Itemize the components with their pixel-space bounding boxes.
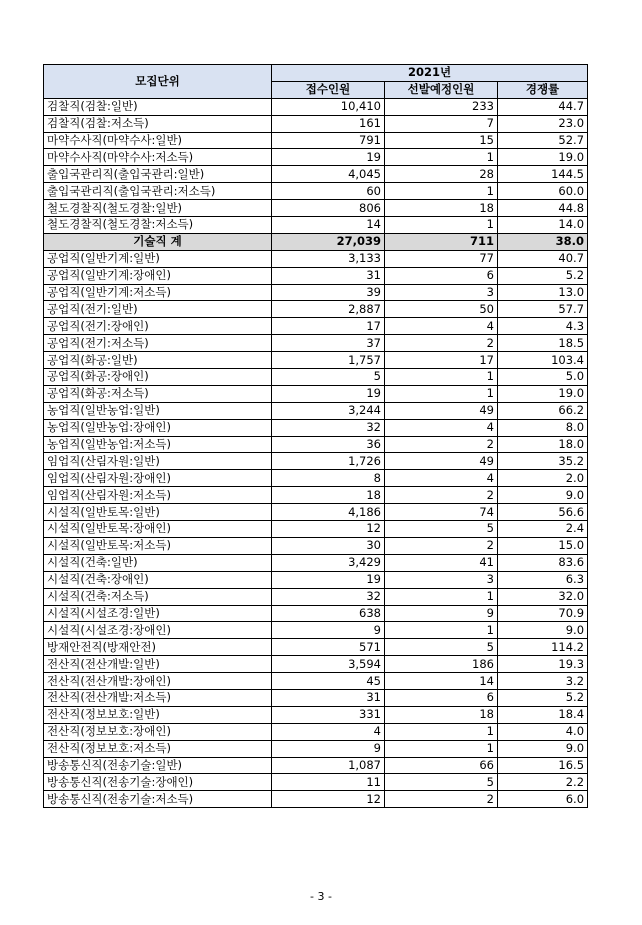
table-row	[44, 301, 588, 318]
cell-ratio: 4.0	[498, 723, 588, 740]
cell-unit: 철도경찰직(철도경찰:저소득)	[44, 217, 272, 234]
cell-planned: 1	[385, 740, 498, 757]
page-number: - 3 -	[310, 890, 332, 903]
cell-applicants: 3,429	[272, 554, 385, 571]
total-row	[44, 233, 588, 250]
table-row	[44, 774, 588, 791]
table-row	[44, 369, 588, 386]
cell-applicants: 31	[272, 267, 385, 284]
cell-applicants: 4,045	[272, 166, 385, 183]
cell-applicants: 1,087	[272, 757, 385, 774]
cell-applicants: 2,887	[272, 301, 385, 318]
cell-applicants: 4,186	[272, 504, 385, 521]
cell-applicants: 3,244	[272, 402, 385, 419]
cell-ratio: 52.7	[498, 132, 588, 149]
table-row	[44, 267, 588, 284]
cell-applicants: 60	[272, 183, 385, 200]
table-row	[44, 723, 588, 740]
cell-ratio: 5.2	[498, 689, 588, 706]
cell-ratio: 56.6	[498, 504, 588, 521]
cell-ratio: 19.0	[498, 149, 588, 166]
table-row	[44, 217, 588, 234]
table-row	[44, 352, 588, 369]
cell-applicants: 14	[272, 217, 385, 234]
cell-planned: 2	[385, 791, 498, 808]
cell-planned: 18	[385, 706, 498, 723]
cell-planned: 6	[385, 267, 498, 284]
cell-planned: 41	[385, 554, 498, 571]
cell-ratio: 38.0	[498, 233, 588, 250]
table-row	[44, 656, 588, 673]
cell-planned: 50	[385, 301, 498, 318]
header-year: 2021년	[272, 65, 588, 82]
cell-unit: 임업직(산림자원:장애인)	[44, 470, 272, 487]
cell-applicants: 3,133	[272, 250, 385, 267]
cell-unit: 방송통신직(전송기술:장애인)	[44, 774, 272, 791]
cell-unit: 시설직(시설조경:장애인)	[44, 622, 272, 639]
header-ratio: 경쟁률	[498, 81, 588, 98]
cell-planned: 1	[385, 588, 498, 605]
table-row	[44, 673, 588, 690]
cell-planned: 1	[385, 217, 498, 234]
table-row	[44, 521, 588, 538]
cell-applicants: 8	[272, 470, 385, 487]
cell-applicants: 9	[272, 622, 385, 639]
table-body	[44, 98, 588, 807]
cell-ratio: 6.3	[498, 571, 588, 588]
cell-applicants: 1,726	[272, 453, 385, 470]
cell-applicants: 10,410	[272, 98, 385, 115]
cell-unit: 전산직(전산개발:일반)	[44, 656, 272, 673]
cell-ratio: 13.0	[498, 284, 588, 301]
cell-planned: 18	[385, 200, 498, 217]
table-row	[44, 689, 588, 706]
cell-ratio: 23.0	[498, 115, 588, 132]
cell-planned: 1	[385, 149, 498, 166]
cell-planned: 7	[385, 115, 498, 132]
table-row	[44, 402, 588, 419]
table-row	[44, 166, 588, 183]
cell-unit: 시설직(건축:저소득)	[44, 588, 272, 605]
cell-planned: 49	[385, 453, 498, 470]
cell-ratio: 32.0	[498, 588, 588, 605]
cell-ratio: 60.0	[498, 183, 588, 200]
recruitment-table	[43, 64, 588, 808]
cell-applicants: 37	[272, 335, 385, 352]
cell-planned: 66	[385, 757, 498, 774]
cell-unit: 출입국관리직(출입국관리:저소득)	[44, 183, 272, 200]
cell-unit: 전산직(전산개발:저소득)	[44, 689, 272, 706]
cell-unit: 시설직(일반토목:일반)	[44, 504, 272, 521]
table-row	[44, 149, 588, 166]
cell-unit: 시설직(건축:일반)	[44, 554, 272, 571]
cell-unit: 공업직(화공:일반)	[44, 352, 272, 369]
cell-planned: 711	[385, 233, 498, 250]
cell-applicants: 45	[272, 673, 385, 690]
cell-unit: 임업직(산림자원:일반)	[44, 453, 272, 470]
header-row-year	[44, 65, 588, 82]
cell-applicants: 161	[272, 115, 385, 132]
cell-unit: 시설직(일반토목:저소득)	[44, 537, 272, 554]
cell-ratio: 66.2	[498, 402, 588, 419]
cell-planned: 5	[385, 639, 498, 656]
cell-planned: 2	[385, 436, 498, 453]
table-row	[44, 98, 588, 115]
cell-unit: 기술직 계	[44, 233, 272, 250]
cell-unit: 시설직(건축:장애인)	[44, 571, 272, 588]
table-row	[44, 706, 588, 723]
cell-applicants: 791	[272, 132, 385, 149]
cell-unit: 농업직(일반농업:일반)	[44, 402, 272, 419]
table-row	[44, 757, 588, 774]
cell-ratio: 18.5	[498, 335, 588, 352]
cell-applicants: 5	[272, 369, 385, 386]
cell-ratio: 19.0	[498, 385, 588, 402]
cell-planned: 1	[385, 622, 498, 639]
cell-unit: 전산직(정보보호:장애인)	[44, 723, 272, 740]
cell-ratio: 70.9	[498, 605, 588, 622]
cell-applicants: 32	[272, 419, 385, 436]
table-row	[44, 639, 588, 656]
cell-planned: 74	[385, 504, 498, 521]
cell-planned: 6	[385, 689, 498, 706]
cell-planned: 1	[385, 183, 498, 200]
table-row	[44, 115, 588, 132]
cell-unit: 전산직(정보보호:저소득)	[44, 740, 272, 757]
cell-unit: 검찰직(검찰:저소득)	[44, 115, 272, 132]
table-row	[44, 318, 588, 335]
cell-unit: 공업직(일반기계:저소득)	[44, 284, 272, 301]
cell-ratio: 6.0	[498, 791, 588, 808]
table-row	[44, 436, 588, 453]
cell-ratio: 2.0	[498, 470, 588, 487]
cell-unit: 검찰직(검찰:일반)	[44, 98, 272, 115]
table-row	[44, 200, 588, 217]
cell-planned: 77	[385, 250, 498, 267]
table-row	[44, 571, 588, 588]
cell-applicants: 12	[272, 521, 385, 538]
cell-planned: 1	[385, 723, 498, 740]
cell-applicants: 36	[272, 436, 385, 453]
cell-unit: 공업직(전기:장애인)	[44, 318, 272, 335]
cell-planned: 2	[385, 537, 498, 554]
header-planned: 선발예정인원	[385, 81, 498, 98]
cell-applicants: 30	[272, 537, 385, 554]
cell-unit: 공업직(전기:일반)	[44, 301, 272, 318]
cell-unit: 농업직(일반농업:저소득)	[44, 436, 272, 453]
cell-unit: 방송통신직(전송기술:저소득)	[44, 791, 272, 808]
cell-unit: 공업직(전기:저소득)	[44, 335, 272, 352]
cell-planned: 15	[385, 132, 498, 149]
cell-unit: 방송통신직(전송기술:일반)	[44, 757, 272, 774]
cell-planned: 28	[385, 166, 498, 183]
cell-planned: 186	[385, 656, 498, 673]
cell-unit: 공업직(화공:저소득)	[44, 385, 272, 402]
cell-applicants: 11	[272, 774, 385, 791]
cell-unit: 시설직(일반토목:장애인)	[44, 521, 272, 538]
cell-applicants: 4	[272, 723, 385, 740]
cell-applicants: 27,039	[272, 233, 385, 250]
cell-ratio: 9.0	[498, 740, 588, 757]
cell-ratio: 15.0	[498, 537, 588, 554]
cell-planned: 233	[385, 98, 498, 115]
cell-ratio: 5.2	[498, 267, 588, 284]
cell-unit: 공업직(일반기계:장애인)	[44, 267, 272, 284]
table-row	[44, 588, 588, 605]
cell-planned: 5	[385, 774, 498, 791]
cell-applicants: 17	[272, 318, 385, 335]
cell-applicants: 3,594	[272, 656, 385, 673]
cell-unit: 마약수사직(마약수사:일반)	[44, 132, 272, 149]
cell-ratio: 2.4	[498, 521, 588, 538]
cell-ratio: 4.3	[498, 318, 588, 335]
cell-planned: 2	[385, 335, 498, 352]
cell-unit: 방재안전직(방재안전)	[44, 639, 272, 656]
table-row	[44, 740, 588, 757]
cell-ratio: 114.2	[498, 639, 588, 656]
cell-unit: 임업직(산림자원:저소득)	[44, 487, 272, 504]
cell-planned: 1	[385, 385, 498, 402]
cell-unit: 전산직(정보보호:일반)	[44, 706, 272, 723]
cell-ratio: 9.0	[498, 487, 588, 504]
table-row	[44, 791, 588, 808]
cell-planned: 5	[385, 521, 498, 538]
cell-applicants: 19	[272, 571, 385, 588]
table-row	[44, 504, 588, 521]
cell-planned: 14	[385, 673, 498, 690]
cell-planned: 2	[385, 487, 498, 504]
cell-applicants: 806	[272, 200, 385, 217]
cell-applicants: 31	[272, 689, 385, 706]
cell-planned: 49	[385, 402, 498, 419]
cell-unit: 공업직(화공:장애인)	[44, 369, 272, 386]
cell-ratio: 16.5	[498, 757, 588, 774]
cell-unit: 마약수사직(마약수사:저소득)	[44, 149, 272, 166]
cell-planned: 4	[385, 419, 498, 436]
cell-ratio: 44.7	[498, 98, 588, 115]
cell-planned: 3	[385, 284, 498, 301]
cell-planned: 3	[385, 571, 498, 588]
cell-unit: 전산직(전산개발:장애인)	[44, 673, 272, 690]
cell-unit: 시설직(시설조경:일반)	[44, 605, 272, 622]
cell-ratio: 103.4	[498, 352, 588, 369]
cell-ratio: 3.2	[498, 673, 588, 690]
cell-ratio: 144.5	[498, 166, 588, 183]
cell-applicants: 19	[272, 385, 385, 402]
table-row	[44, 605, 588, 622]
table-row	[44, 284, 588, 301]
cell-ratio: 18.4	[498, 706, 588, 723]
cell-applicants: 571	[272, 639, 385, 656]
table-row	[44, 132, 588, 149]
cell-applicants: 19	[272, 149, 385, 166]
header-applicants: 접수인원	[272, 81, 385, 98]
cell-applicants: 638	[272, 605, 385, 622]
cell-applicants: 39	[272, 284, 385, 301]
cell-ratio: 8.0	[498, 419, 588, 436]
table-row	[44, 419, 588, 436]
table-row	[44, 335, 588, 352]
cell-planned: 1	[385, 369, 498, 386]
cell-ratio: 9.0	[498, 622, 588, 639]
cell-ratio: 18.0	[498, 436, 588, 453]
cell-planned: 4	[385, 470, 498, 487]
cell-applicants: 32	[272, 588, 385, 605]
cell-ratio: 19.3	[498, 656, 588, 673]
cell-ratio: 40.7	[498, 250, 588, 267]
table-row	[44, 250, 588, 267]
table-row	[44, 487, 588, 504]
cell-planned: 4	[385, 318, 498, 335]
cell-unit: 공업직(일반기계:일반)	[44, 250, 272, 267]
cell-applicants: 9	[272, 740, 385, 757]
cell-ratio: 44.8	[498, 200, 588, 217]
cell-applicants: 331	[272, 706, 385, 723]
table-row	[44, 622, 588, 639]
cell-ratio: 2.2	[498, 774, 588, 791]
cell-ratio: 35.2	[498, 453, 588, 470]
cell-applicants: 12	[272, 791, 385, 808]
table-row	[44, 385, 588, 402]
table-row	[44, 453, 588, 470]
cell-unit: 철도경찰직(철도경찰:일반)	[44, 200, 272, 217]
table-row	[44, 554, 588, 571]
cell-ratio: 83.6	[498, 554, 588, 571]
cell-ratio: 5.0	[498, 369, 588, 386]
cell-applicants: 1,757	[272, 352, 385, 369]
cell-applicants: 18	[272, 487, 385, 504]
header-unit: 모집단위	[44, 65, 272, 99]
cell-ratio: 14.0	[498, 217, 588, 234]
cell-planned: 9	[385, 605, 498, 622]
cell-unit: 출입국관리직(출입국관리:일반)	[44, 166, 272, 183]
table-row	[44, 183, 588, 200]
table-row	[44, 537, 588, 554]
cell-unit: 농업직(일반농업:장애인)	[44, 419, 272, 436]
cell-planned: 17	[385, 352, 498, 369]
cell-ratio: 57.7	[498, 301, 588, 318]
table-row	[44, 470, 588, 487]
